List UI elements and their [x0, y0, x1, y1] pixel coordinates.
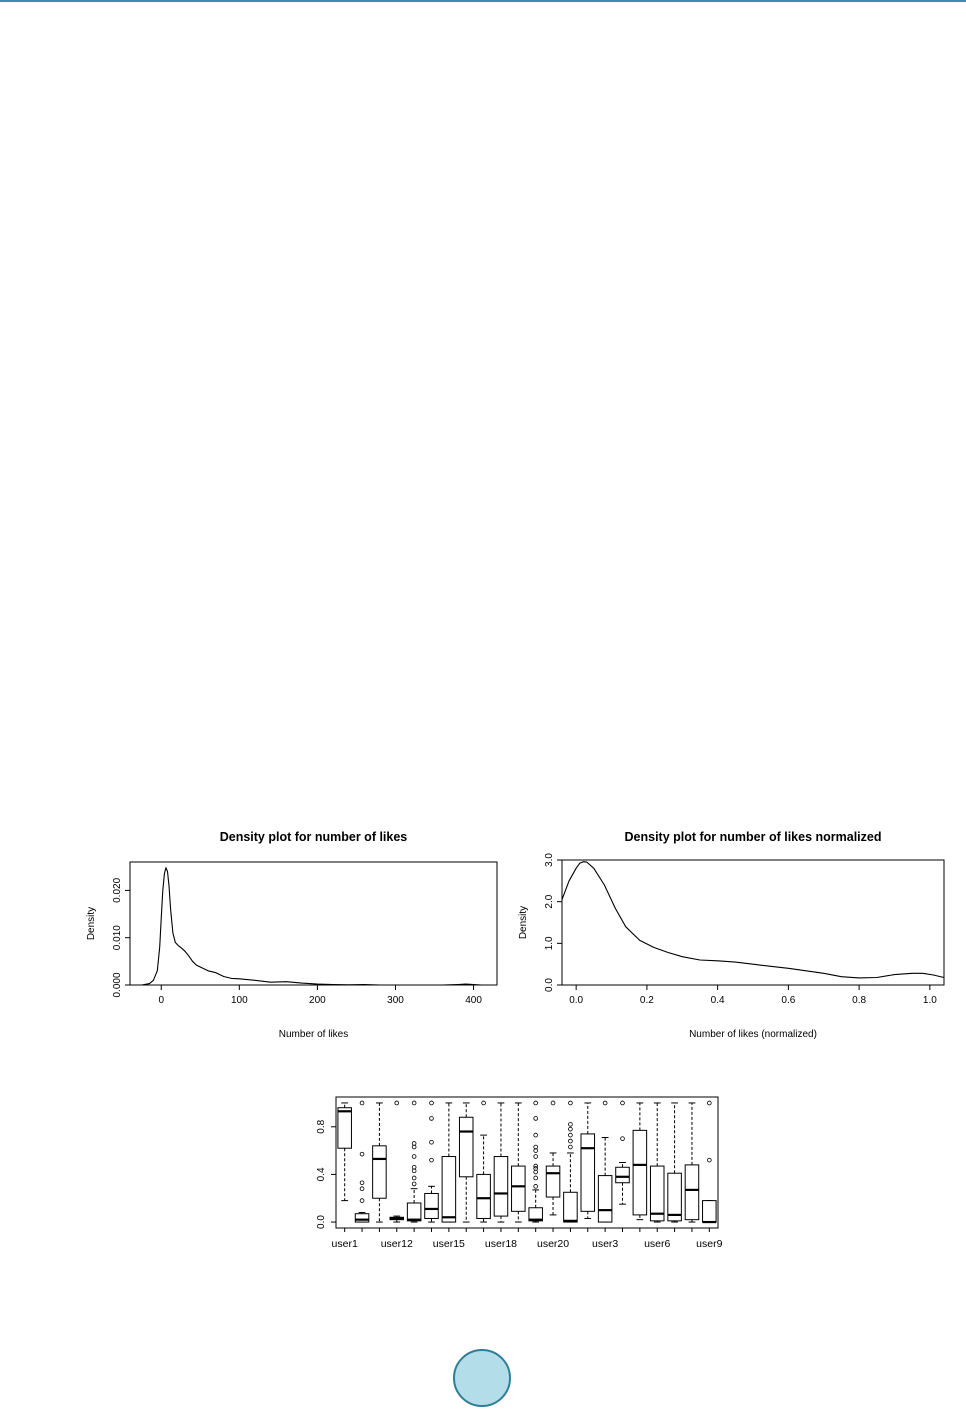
outlier-point [360, 1101, 364, 1105]
box-user13 [407, 1101, 421, 1222]
outlier-point [430, 1158, 434, 1162]
x-tick-label: user6 [644, 1238, 671, 1250]
chart-title: Density plot for number of likes normalized [624, 830, 882, 844]
x-tick-label: 0 [158, 995, 165, 1006]
x-tick-label: 0.8 [852, 995, 867, 1006]
chart-svg [512, 822, 952, 1047]
x-tick-label: 100 [230, 995, 248, 1006]
iqr-box [407, 1203, 421, 1221]
outlier-point [360, 1152, 364, 1156]
y-tick-label: 0.0 [316, 1215, 327, 1229]
box-user21 [564, 1101, 578, 1222]
outlier-point [569, 1101, 573, 1105]
box-user18 [494, 1103, 508, 1222]
outlier-point [551, 1101, 555, 1105]
box-user10 [355, 1101, 369, 1222]
iqr-box [703, 1201, 717, 1222]
outlier-point [569, 1133, 573, 1137]
box-user6 [650, 1103, 664, 1222]
iqr-box [512, 1166, 526, 1211]
x-tick-label: user1 [331, 1238, 358, 1250]
x-tick-label: user9 [696, 1238, 723, 1250]
x-tick-label: user20 [536, 1238, 570, 1250]
box-user16 [459, 1103, 473, 1222]
outlier-point [395, 1101, 399, 1105]
iqr-box [494, 1157, 508, 1217]
outlier-point [412, 1101, 416, 1105]
box-user22 [581, 1103, 595, 1219]
iqr-box [477, 1174, 491, 1218]
chart-title: Density plot for number of likes [219, 830, 408, 844]
iqr-box [633, 1130, 647, 1215]
chart-svg [80, 822, 505, 1047]
y-tick-label: 0.4 [316, 1167, 327, 1182]
box-user12 [390, 1101, 404, 1222]
x-tick-label: user18 [484, 1238, 518, 1250]
outlier-point [430, 1117, 434, 1121]
box-user11 [373, 1103, 387, 1222]
box-user1 [338, 1103, 352, 1201]
outlier-point [569, 1122, 573, 1126]
outlier-point [412, 1155, 416, 1159]
y-tick-label: 0.010 [112, 925, 123, 951]
iqr-box [685, 1165, 699, 1220]
x-tick-label: user3 [592, 1238, 619, 1250]
x-axis-label: Number of likes (normalized) [689, 1029, 817, 1040]
iqr-box [459, 1117, 473, 1177]
outlier-point [534, 1184, 538, 1188]
outlier-point [430, 1101, 434, 1105]
iqr-box [338, 1108, 352, 1148]
iqr-box [581, 1134, 595, 1211]
x-tick-label: 0.0 [569, 995, 584, 1006]
density-curve [562, 862, 944, 978]
x-tick-label: 0.4 [710, 995, 725, 1006]
y-axis-label: Density [86, 906, 97, 941]
box-user7 [668, 1103, 682, 1222]
outlier-point [569, 1145, 573, 1149]
x-tick-label: 200 [309, 995, 326, 1006]
iqr-box [616, 1167, 630, 1182]
outlier-point [534, 1101, 538, 1105]
boxplot-likes-per-user [298, 1085, 723, 1260]
outlier-point [534, 1155, 538, 1159]
box-user8 [685, 1103, 699, 1222]
x-tick-label: user15 [432, 1238, 465, 1250]
density-plot-likes-normalized [512, 822, 952, 1047]
box-user19 [512, 1103, 526, 1222]
page-number-badge [453, 1349, 511, 1407]
outlier-point [360, 1199, 364, 1203]
box-user2 [529, 1101, 543, 1222]
iqr-box [355, 1214, 369, 1222]
box-user5 [633, 1103, 647, 1220]
outlier-point [534, 1176, 538, 1180]
y-axis-label: Density [518, 905, 529, 940]
x-tick-label: 0.2 [639, 995, 654, 1006]
outlier-point [534, 1117, 538, 1121]
iqr-box [442, 1157, 456, 1223]
iqr-box [546, 1166, 560, 1197]
box-user20 [546, 1101, 560, 1215]
x-tick-label: 400 [465, 995, 482, 1006]
outlier-point [360, 1181, 364, 1185]
plot-frame [562, 860, 944, 985]
plot-frame [130, 862, 497, 985]
x-axis-label: Number of likes [278, 1029, 349, 1040]
density-curve [142, 868, 482, 985]
outlier-point [534, 1133, 538, 1137]
outlier-point [707, 1101, 711, 1105]
outlier-point [621, 1101, 625, 1105]
y-tick-label: 0.000 [112, 972, 123, 998]
outlier-point [621, 1137, 625, 1141]
outlier-point [412, 1182, 416, 1186]
outlier-point [482, 1101, 486, 1105]
box-user15 [442, 1103, 456, 1222]
y-tick-label: 1.0 [544, 936, 555, 951]
outlier-point [412, 1176, 416, 1180]
box-user9 [703, 1101, 717, 1222]
box-user17 [477, 1101, 491, 1222]
outlier-point [603, 1101, 607, 1105]
y-tick-label: 0.020 [112, 877, 123, 903]
iqr-box [598, 1176, 612, 1222]
outlier-point [534, 1164, 538, 1168]
outlier-point [569, 1127, 573, 1131]
density-plot-likes [80, 822, 505, 1047]
iqr-box [425, 1193, 439, 1218]
iqr-box [564, 1192, 578, 1222]
outlier-point [430, 1140, 434, 1144]
y-tick-label: 0.8 [316, 1119, 327, 1134]
iqr-box [373, 1146, 387, 1198]
x-tick-label: 1.0 [922, 995, 937, 1006]
y-tick-label: 3.0 [544, 853, 555, 867]
outlier-point [360, 1187, 364, 1191]
x-tick-label: user12 [380, 1238, 413, 1250]
header-rule [0, 0, 966, 2]
box-user4 [616, 1101, 630, 1204]
outlier-point [707, 1158, 711, 1162]
x-tick-label: 300 [387, 995, 404, 1006]
y-tick-label: 2.0 [544, 894, 555, 909]
box-user14 [425, 1101, 439, 1222]
box-user3 [598, 1101, 612, 1222]
x-tick-label: 0.6 [781, 995, 796, 1006]
chart-svg [298, 1085, 723, 1260]
iqr-box [668, 1173, 682, 1221]
y-tick-label: 0.0 [544, 978, 555, 992]
outlier-point [569, 1139, 573, 1143]
